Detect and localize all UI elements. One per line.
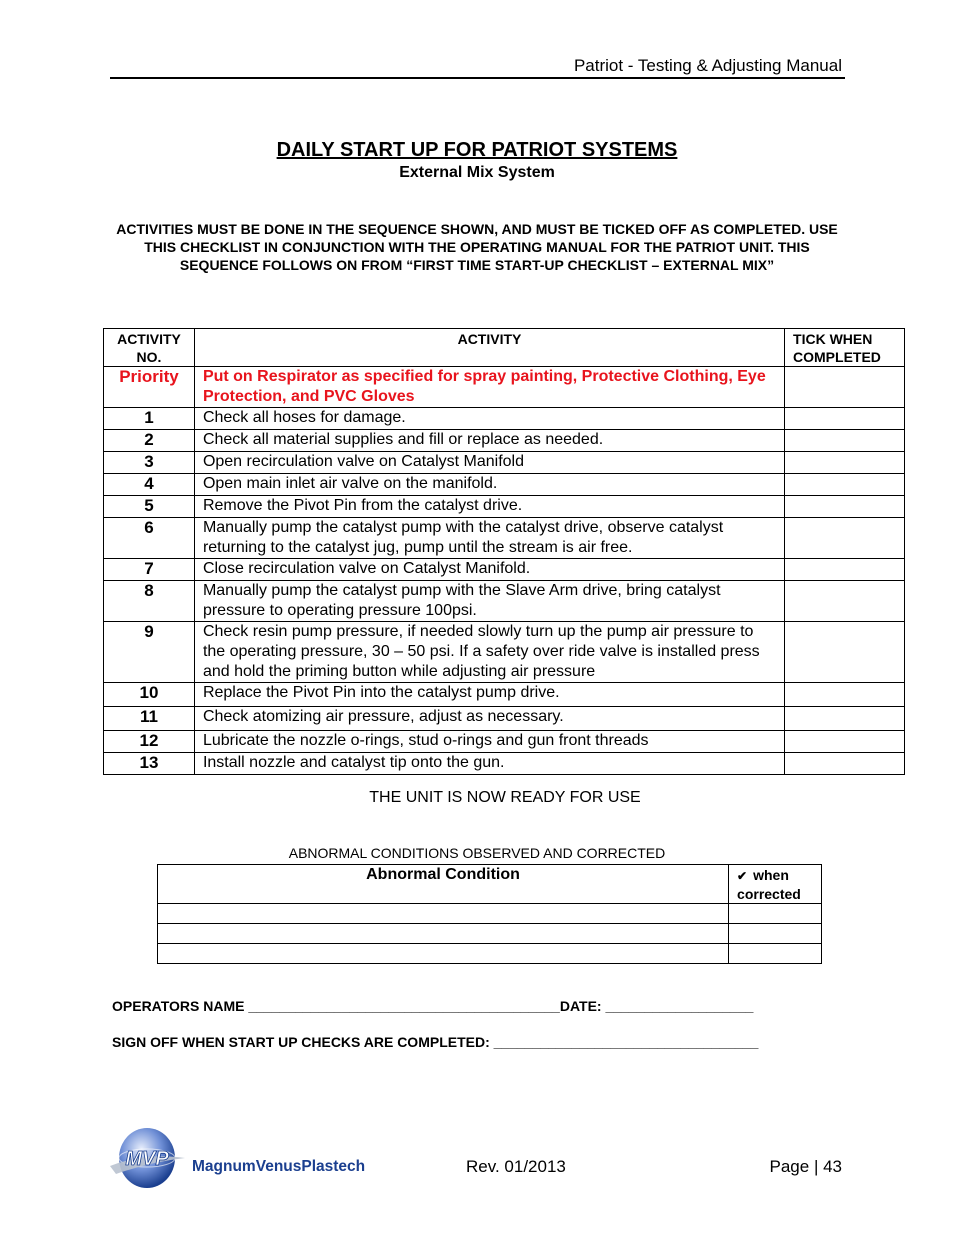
signoff-line: SIGN OFF WHEN START UP CHECKS ARE COMPLETED: __________________________________ bbox=[112, 1034, 759, 1050]
activity-text: Open main inlet air valve on the manifold. bbox=[194, 474, 784, 496]
table-row bbox=[104, 367, 905, 408]
activity-text: Check atomizing air pressure, adjust as necessary. bbox=[194, 707, 784, 731]
activity-number: 3 bbox=[104, 452, 195, 474]
corrected-cell[interactable] bbox=[729, 904, 822, 924]
instructions-paragraph: ACTIVITIES MUST BE DONE IN THE SEQUENCE SHOWN, AND MUST BE TICKED OFF AS COMPLETED. USE THIS CHECKLIST IN CONJUNCTION WITH THE OPERATING MANUAL FOR THE PATRIOT UNIT. THIS SEQUENCE FOLLOWS ON FROM “FIRST TIME START-UP CHECKLIST – EXTERNAL MIX” bbox=[116, 221, 838, 273]
tick-box[interactable] bbox=[785, 753, 905, 775]
table-row bbox=[104, 622, 905, 683]
tick-box[interactable] bbox=[785, 452, 905, 474]
table-row bbox=[104, 496, 905, 518]
activity-number: 4 bbox=[104, 474, 195, 496]
logo-mark: MVP bbox=[125, 1148, 169, 1170]
activity-text: Check resin pump pressure, if needed slowly turn up the pump air pressure to the operating pressure, 30 – 50 psi. If a safety over ride valve is installed press and hold the priming button while adjusting air pressure bbox=[194, 622, 784, 683]
activity-text: Put on Respirator as specified for spray painting, Protective Clothing, Eye Protection, and PVC Gloves bbox=[194, 367, 784, 408]
when-corrected-label: when corrected bbox=[737, 867, 801, 902]
table-row bbox=[104, 559, 905, 581]
document-title: DAILY START UP FOR PATRIOT SYSTEMS bbox=[276, 139, 678, 161]
condition-cell[interactable] bbox=[158, 904, 729, 924]
tick-box[interactable] bbox=[785, 559, 905, 581]
activity-text: Manually pump the catalyst pump with the Slave Arm drive, bring catalyst pressure to operating pressure 100psi. bbox=[194, 581, 784, 622]
activity-number: 11 bbox=[104, 707, 195, 731]
abnormal-row bbox=[158, 904, 822, 924]
activity-number: 13 bbox=[104, 753, 195, 775]
activity-text: Manually pump the catalyst pump with the catalyst drive, observe catalyst returning to the catalyst jug, pump until the stream is air free. bbox=[194, 518, 784, 559]
tick-box[interactable] bbox=[785, 518, 905, 559]
col-header-tick: TICK WHEN COMPLETED bbox=[785, 329, 905, 367]
header-rule bbox=[110, 77, 845, 79]
table-row bbox=[104, 474, 905, 496]
tick-box[interactable] bbox=[785, 683, 905, 707]
tick-box[interactable] bbox=[785, 622, 905, 683]
col-header-activity: ACTIVITY bbox=[194, 329, 784, 367]
abnormal-conditions-table bbox=[157, 864, 822, 964]
activity-number: 9 bbox=[104, 622, 195, 683]
checklist-header-row bbox=[104, 329, 905, 367]
activity-text: Check all hoses for damage. bbox=[194, 408, 784, 430]
activity-number: 1 bbox=[104, 408, 195, 430]
activity-number: 6 bbox=[104, 518, 195, 559]
tick-box[interactable] bbox=[785, 581, 905, 622]
activity-number: 5 bbox=[104, 496, 195, 518]
condition-cell[interactable] bbox=[158, 944, 729, 964]
activity-number: 12 bbox=[104, 731, 195, 753]
activity-text: Check all material supplies and fill or replace as needed. bbox=[194, 430, 784, 452]
abnormal-header-row bbox=[158, 865, 822, 904]
tick-box[interactable] bbox=[785, 367, 905, 408]
revision-label: Rev. 01/2013 bbox=[466, 1157, 566, 1176]
ready-statement: THE UNIT IS NOW READY FOR USE bbox=[369, 789, 641, 806]
corrected-cell[interactable] bbox=[729, 924, 822, 944]
activity-text: Open recirculation valve on Catalyst Manifold bbox=[194, 452, 784, 474]
tick-box[interactable] bbox=[785, 430, 905, 452]
mvp-logo bbox=[110, 1128, 410, 1192]
table-row bbox=[104, 518, 905, 559]
col-header-activity-no: ACTIVITY NO. bbox=[104, 329, 195, 367]
activity-number: 8 bbox=[104, 581, 195, 622]
operator-name-date-line: OPERATORS NAME ________________________________________DATE: ___________________ bbox=[112, 998, 754, 1014]
table-row bbox=[104, 753, 905, 775]
tick-box[interactable] bbox=[785, 474, 905, 496]
activity-text: Lubricate the nozzle o-rings, stud o-rings and gun front threads bbox=[194, 731, 784, 753]
activity-number: 7 bbox=[104, 559, 195, 581]
running-header: Patriot - Testing & Adjusting Manual bbox=[573, 56, 842, 75]
tick-box[interactable] bbox=[785, 707, 905, 731]
tick-box[interactable] bbox=[785, 496, 905, 518]
checkmark-icon: ✔ bbox=[737, 869, 748, 883]
abnormal-row bbox=[158, 924, 822, 944]
tick-box[interactable] bbox=[785, 408, 905, 430]
priority-label: Priority bbox=[104, 367, 195, 408]
logo-wordmark: MagnumVenusPlastech bbox=[192, 1158, 366, 1175]
table-row bbox=[104, 452, 905, 474]
col-header-condition: Abnormal Condition bbox=[158, 865, 729, 904]
document-subtitle: External Mix System bbox=[399, 164, 555, 181]
condition-cell[interactable] bbox=[158, 924, 729, 944]
table-row bbox=[104, 683, 905, 707]
startup-checklist-table bbox=[103, 328, 905, 775]
activity-text: Close recirculation valve on Catalyst Manifold. bbox=[194, 559, 784, 581]
activity-number: 2 bbox=[104, 430, 195, 452]
corrected-cell[interactable] bbox=[729, 944, 822, 964]
table-row bbox=[104, 707, 905, 731]
table-row bbox=[104, 430, 905, 452]
activity-text: Remove the Pivot Pin from the catalyst drive. bbox=[194, 496, 784, 518]
page-number: Page | 43 bbox=[769, 1157, 842, 1176]
table-row bbox=[104, 731, 905, 753]
activity-text: Install nozzle and catalyst tip onto the gun. bbox=[194, 753, 784, 775]
table-row bbox=[104, 581, 905, 622]
abnormal-row bbox=[158, 944, 822, 964]
activity-text: Replace the Pivot Pin into the catalyst pump drive. bbox=[194, 683, 784, 707]
activity-number: 10 bbox=[104, 683, 195, 707]
table-row bbox=[104, 408, 905, 430]
abnormal-conditions-heading: ABNORMAL CONDITIONS OBSERVED AND CORRECTED bbox=[288, 845, 666, 861]
tick-box[interactable] bbox=[785, 731, 905, 753]
col-header-when-corrected bbox=[729, 865, 822, 904]
